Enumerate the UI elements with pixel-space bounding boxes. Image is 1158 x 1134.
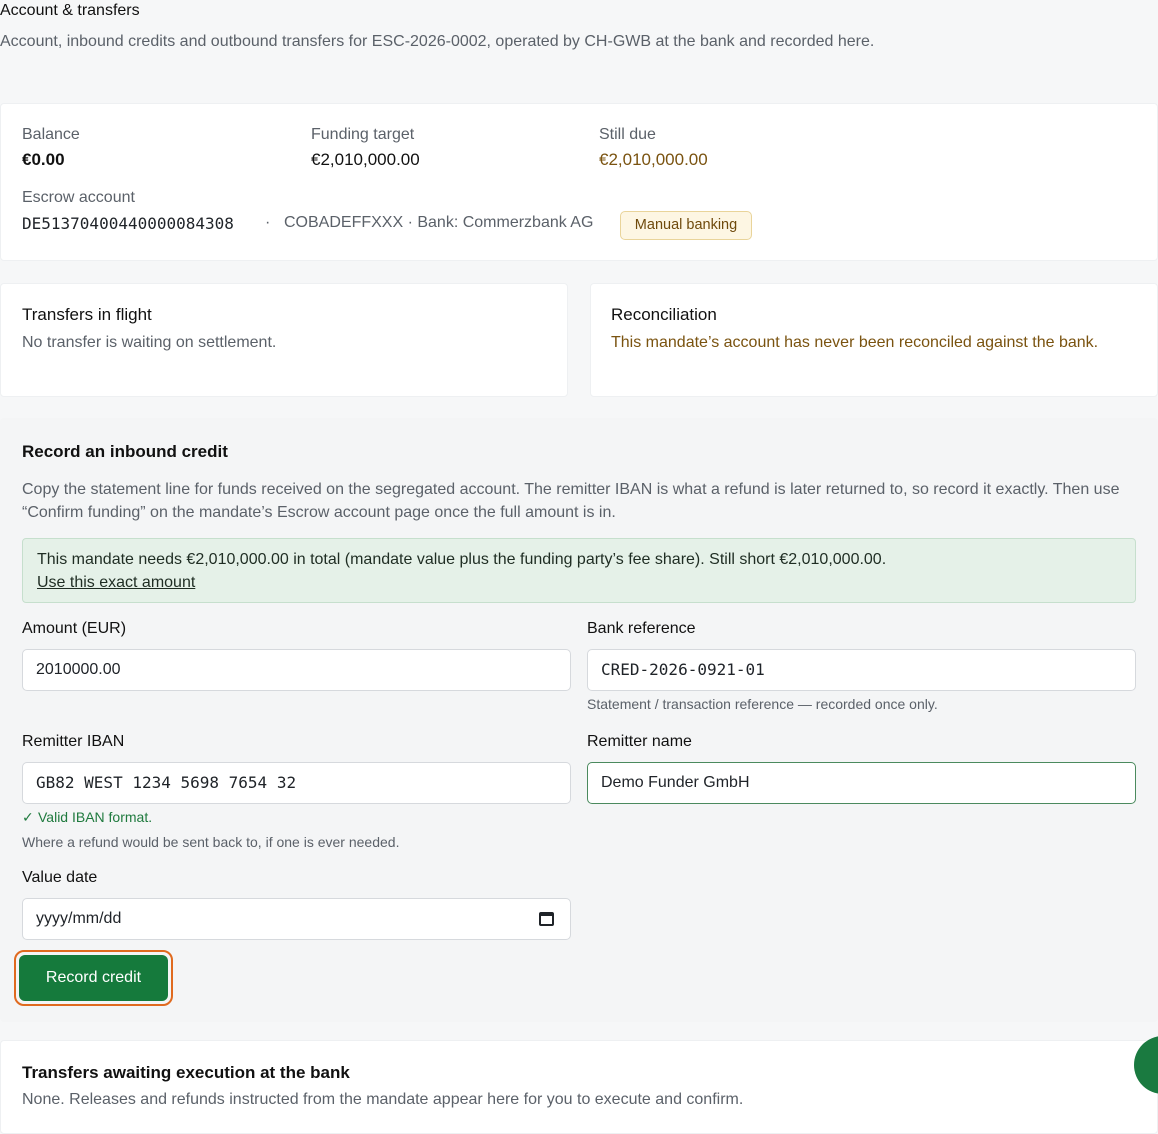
manual-banking-badge: Manual banking <box>620 211 752 240</box>
remitter-iban-label: Remitter IBAN <box>22 733 125 750</box>
check-icon: ✓ <box>22 809 34 825</box>
value-date-input[interactable] <box>22 898 571 940</box>
escrow-account-label: Escrow account <box>22 189 135 206</box>
iban-valid-text: Valid IBAN format. <box>38 809 153 825</box>
remitter-iban-hint: Where a refund would be sent back to, if one is ever needed. <box>22 834 400 850</box>
remitter-name-input[interactable]: Demo Funder GmbH <box>587 762 1136 804</box>
amount-input[interactable]: 2010000.00 <box>22 649 571 691</box>
reconciliation-title: Reconciliation <box>611 305 717 324</box>
remitter-iban-input[interactable]: GB82 WEST 1234 5698 7654 32 <box>22 762 571 804</box>
funding-notice-text: This mandate needs €2,010,000.00 in total (mandate value plus the funding party’s fee share). Still short €2,010,000.00. <box>37 551 887 568</box>
balance-value: €0.00 <box>22 150 65 169</box>
awaiting-execution-title: Transfers awaiting execution at the bank <box>22 1063 350 1082</box>
value-date-placeholder: yyyy/mm/dd <box>36 910 122 927</box>
escrow-iban: DE51370400440000084308 <box>22 214 234 233</box>
record-credit-focus-ring <box>14 950 173 1006</box>
funding-target-label: Funding target <box>311 126 415 143</box>
amount-label: Amount (EUR) <box>22 620 127 637</box>
bank-reference-hint: Statement / transaction reference — recorded once only. <box>587 696 938 712</box>
escrow-bank-info: COBADEFFXXX · Bank: Commerzbank AG <box>284 214 594 231</box>
funding-notice <box>22 538 1136 603</box>
bank-reference-input[interactable]: CRED-2026-0921-01 <box>587 649 1136 691</box>
balance-label: Balance <box>22 126 80 143</box>
value-date-label: Value date <box>22 869 98 886</box>
account-summary-card <box>0 103 1158 261</box>
remitter-name-label: Remitter name <box>587 733 692 750</box>
transfers-in-flight-title: Transfers in flight <box>22 305 152 324</box>
inbound-credit-title: Record an inbound credit <box>22 442 228 461</box>
page-title: Account & transfers <box>0 2 140 19</box>
funding-target-value: €2,010,000.00 <box>311 150 420 169</box>
use-exact-amount-link[interactable]: Use this exact amount <box>37 574 196 591</box>
iban-valid-message <box>22 809 152 826</box>
reconciliation-warning: This mandate’s account has never been reconciled against the bank. <box>611 334 1099 351</box>
awaiting-execution-card <box>0 1040 1158 1134</box>
still-due-label: Still due <box>599 126 656 143</box>
page-description: Account, inbound credits and outbound transfers for ESC-2026-0002, operated by CH-GWB at the bank and recorded here. <box>0 33 875 50</box>
awaiting-execution-text: None. Releases and refunds instructed from the mandate appear here for you to execute and confirm. <box>22 1091 744 1108</box>
transfers-in-flight-text: No transfer is waiting on settlement. <box>22 334 277 351</box>
bank-reference-label: Bank reference <box>587 620 696 637</box>
still-due-value: €2,010,000.00 <box>599 150 708 169</box>
record-credit-button[interactable]: Record credit <box>19 955 168 1001</box>
inbound-credit-description: Copy the statement line for funds received on the segregated account. The remitter IBAN is what a refund is later returned to, so record it exactly. Then use “Confirm funding” on the mandate’s Escrow account page once the full amount is in. <box>22 481 1120 521</box>
escrow-separator: · <box>265 214 271 231</box>
calendar-icon[interactable] <box>539 912 554 926</box>
